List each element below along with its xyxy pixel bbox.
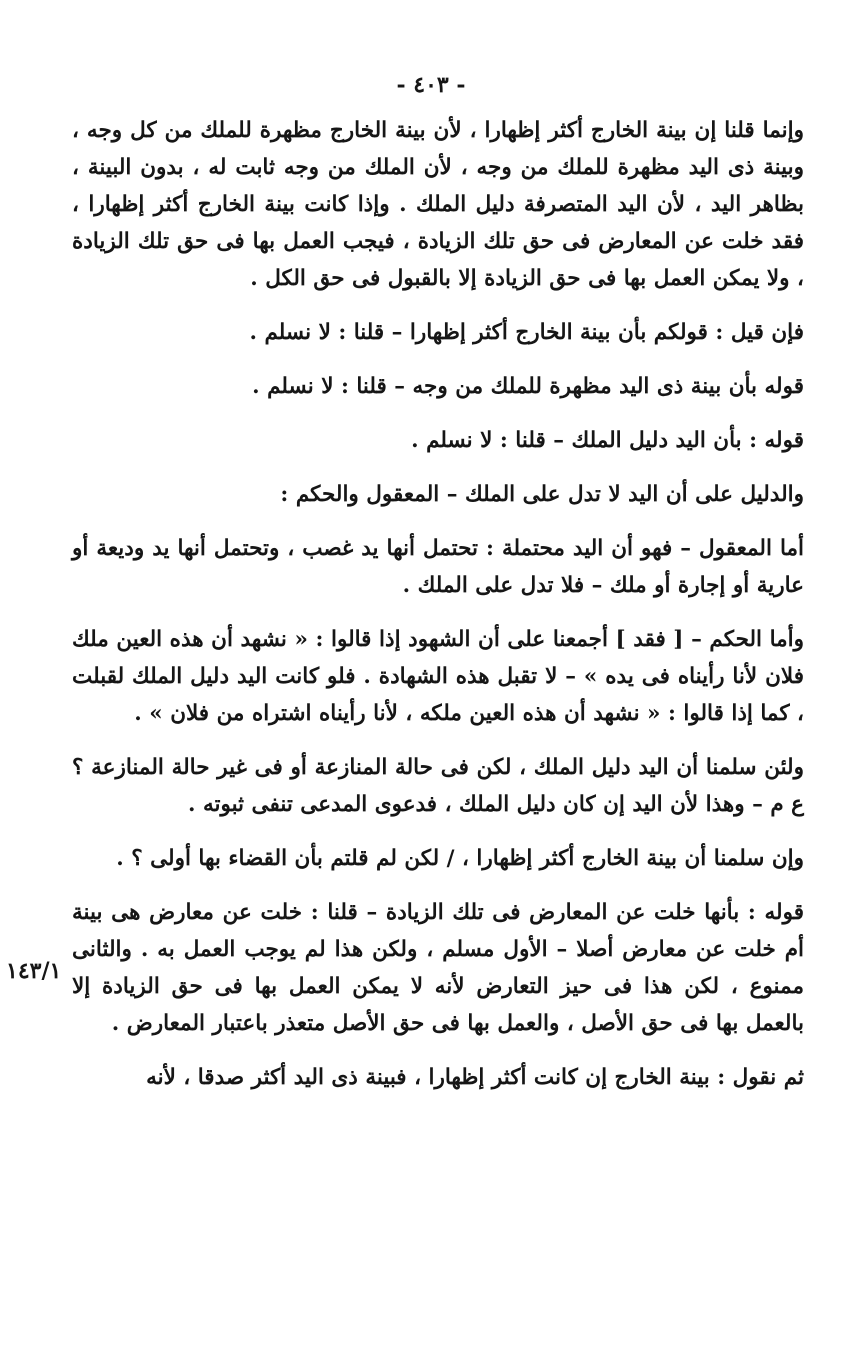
paragraph-4: قوله : بأن اليد دليل الملك – قلنا : لا نسلم . — [411, 428, 804, 453]
paragraph-9: وإن سلمنا أن بينة الخارج أكثر إظهارا ، / لكن لم قلتم بأن القضاء بها أولى ؟ . — [116, 846, 804, 871]
page-number: - ٤٠٣ - — [396, 72, 466, 98]
paragraph-10: قوله : بأنها خلت عن المعارض فى تلك الزيادة – قلنا : خلت عن معارض هى بينة أم خلت عن معارض أصلا – الأول مسلم ، ولكن هذا لم يوجب العمل به . والثانى ممنوع ، لكن هذا فى حيز التعارض لأنه لا يمكن العمل بها فى حق الزيادة إلا بالعمل بها فى حق الأصل ، والعمل بها فى حق الأصل متعذر باعتبار المعارض . — [72, 900, 804, 1036]
paragraph-2: فإن قيل : قولكم بأن بينة الخارج أكثر إظهارا – قلنا : لا نسلم . — [249, 320, 804, 345]
paragraph-11: ثم نقول : بينة الخارج إن كانت أكثر إظهارا ، فبينة ذى اليد أكثر صدقا ، لأنه — [146, 1065, 804, 1090]
paragraph-1: وإنما قلنا إن بينة الخارج أكثر إظهارا ، لأن بينة الخارج مظهرة للملك من كل وجه ، وبينة ذى اليد مظهرة للملك من وجه ، لأن الملك من وجه ثابت له ، بدون البينة ، بظاهر اليد ، لأن اليد المتصرفة دليل الملك . وإذا كانت بينة الخارج أكثر إظهارا ، فقد خلت عن المعارض فى حق تلك الزيادة ، فيجب العمل بها فى حق تلك الزيادة ، ولا يمكن العمل بها فى حق الزيادة إلا بالقبول فى حق الكل . — [72, 118, 804, 291]
margin-folio-note: ١٤٣/١ — [6, 958, 62, 984]
paragraph-7: وأما الحكم – [ فقد ] أجمعنا على أن الشهود إذا قالوا : « نشهد أن هذه العين ملك فلان لأنا رأيناه فى يده » – لا تقبل هذه الشهادة . فلو كانت اليد دليل الملك لقبلت ، كما إذا قالوا : « نشهد أن هذه العين ملكه ، لأنا رأيناه اشتراه من فلان » . — [72, 627, 804, 726]
body-text — [72, 112, 804, 1096]
paragraph-5: والدليل على أن اليد لا تدل على الملك – المعقول والحكم : — [280, 482, 804, 507]
paragraph-8: ولئن سلمنا أن اليد دليل الملك ، لكن فى حالة المنازعة أو فى غير حالة المنازعة ؟ ع م – وهذا لأن اليد إن كان دليل الملك ، فدعوى المدعى تنفى ثبوته . — [72, 755, 804, 817]
paragraph-6: أما المعقول – فهو أن اليد محتملة : تحتمل أنها يد غصب ، وتحتمل أنها يد وديعة أو عارية أو إجارة أو ملك – فلا تدل على الملك . — [72, 536, 804, 598]
paragraph-3: قوله بأن بينة ذى اليد مظهرة للملك من وجه – قلنا : لا نسلم . — [252, 374, 804, 399]
